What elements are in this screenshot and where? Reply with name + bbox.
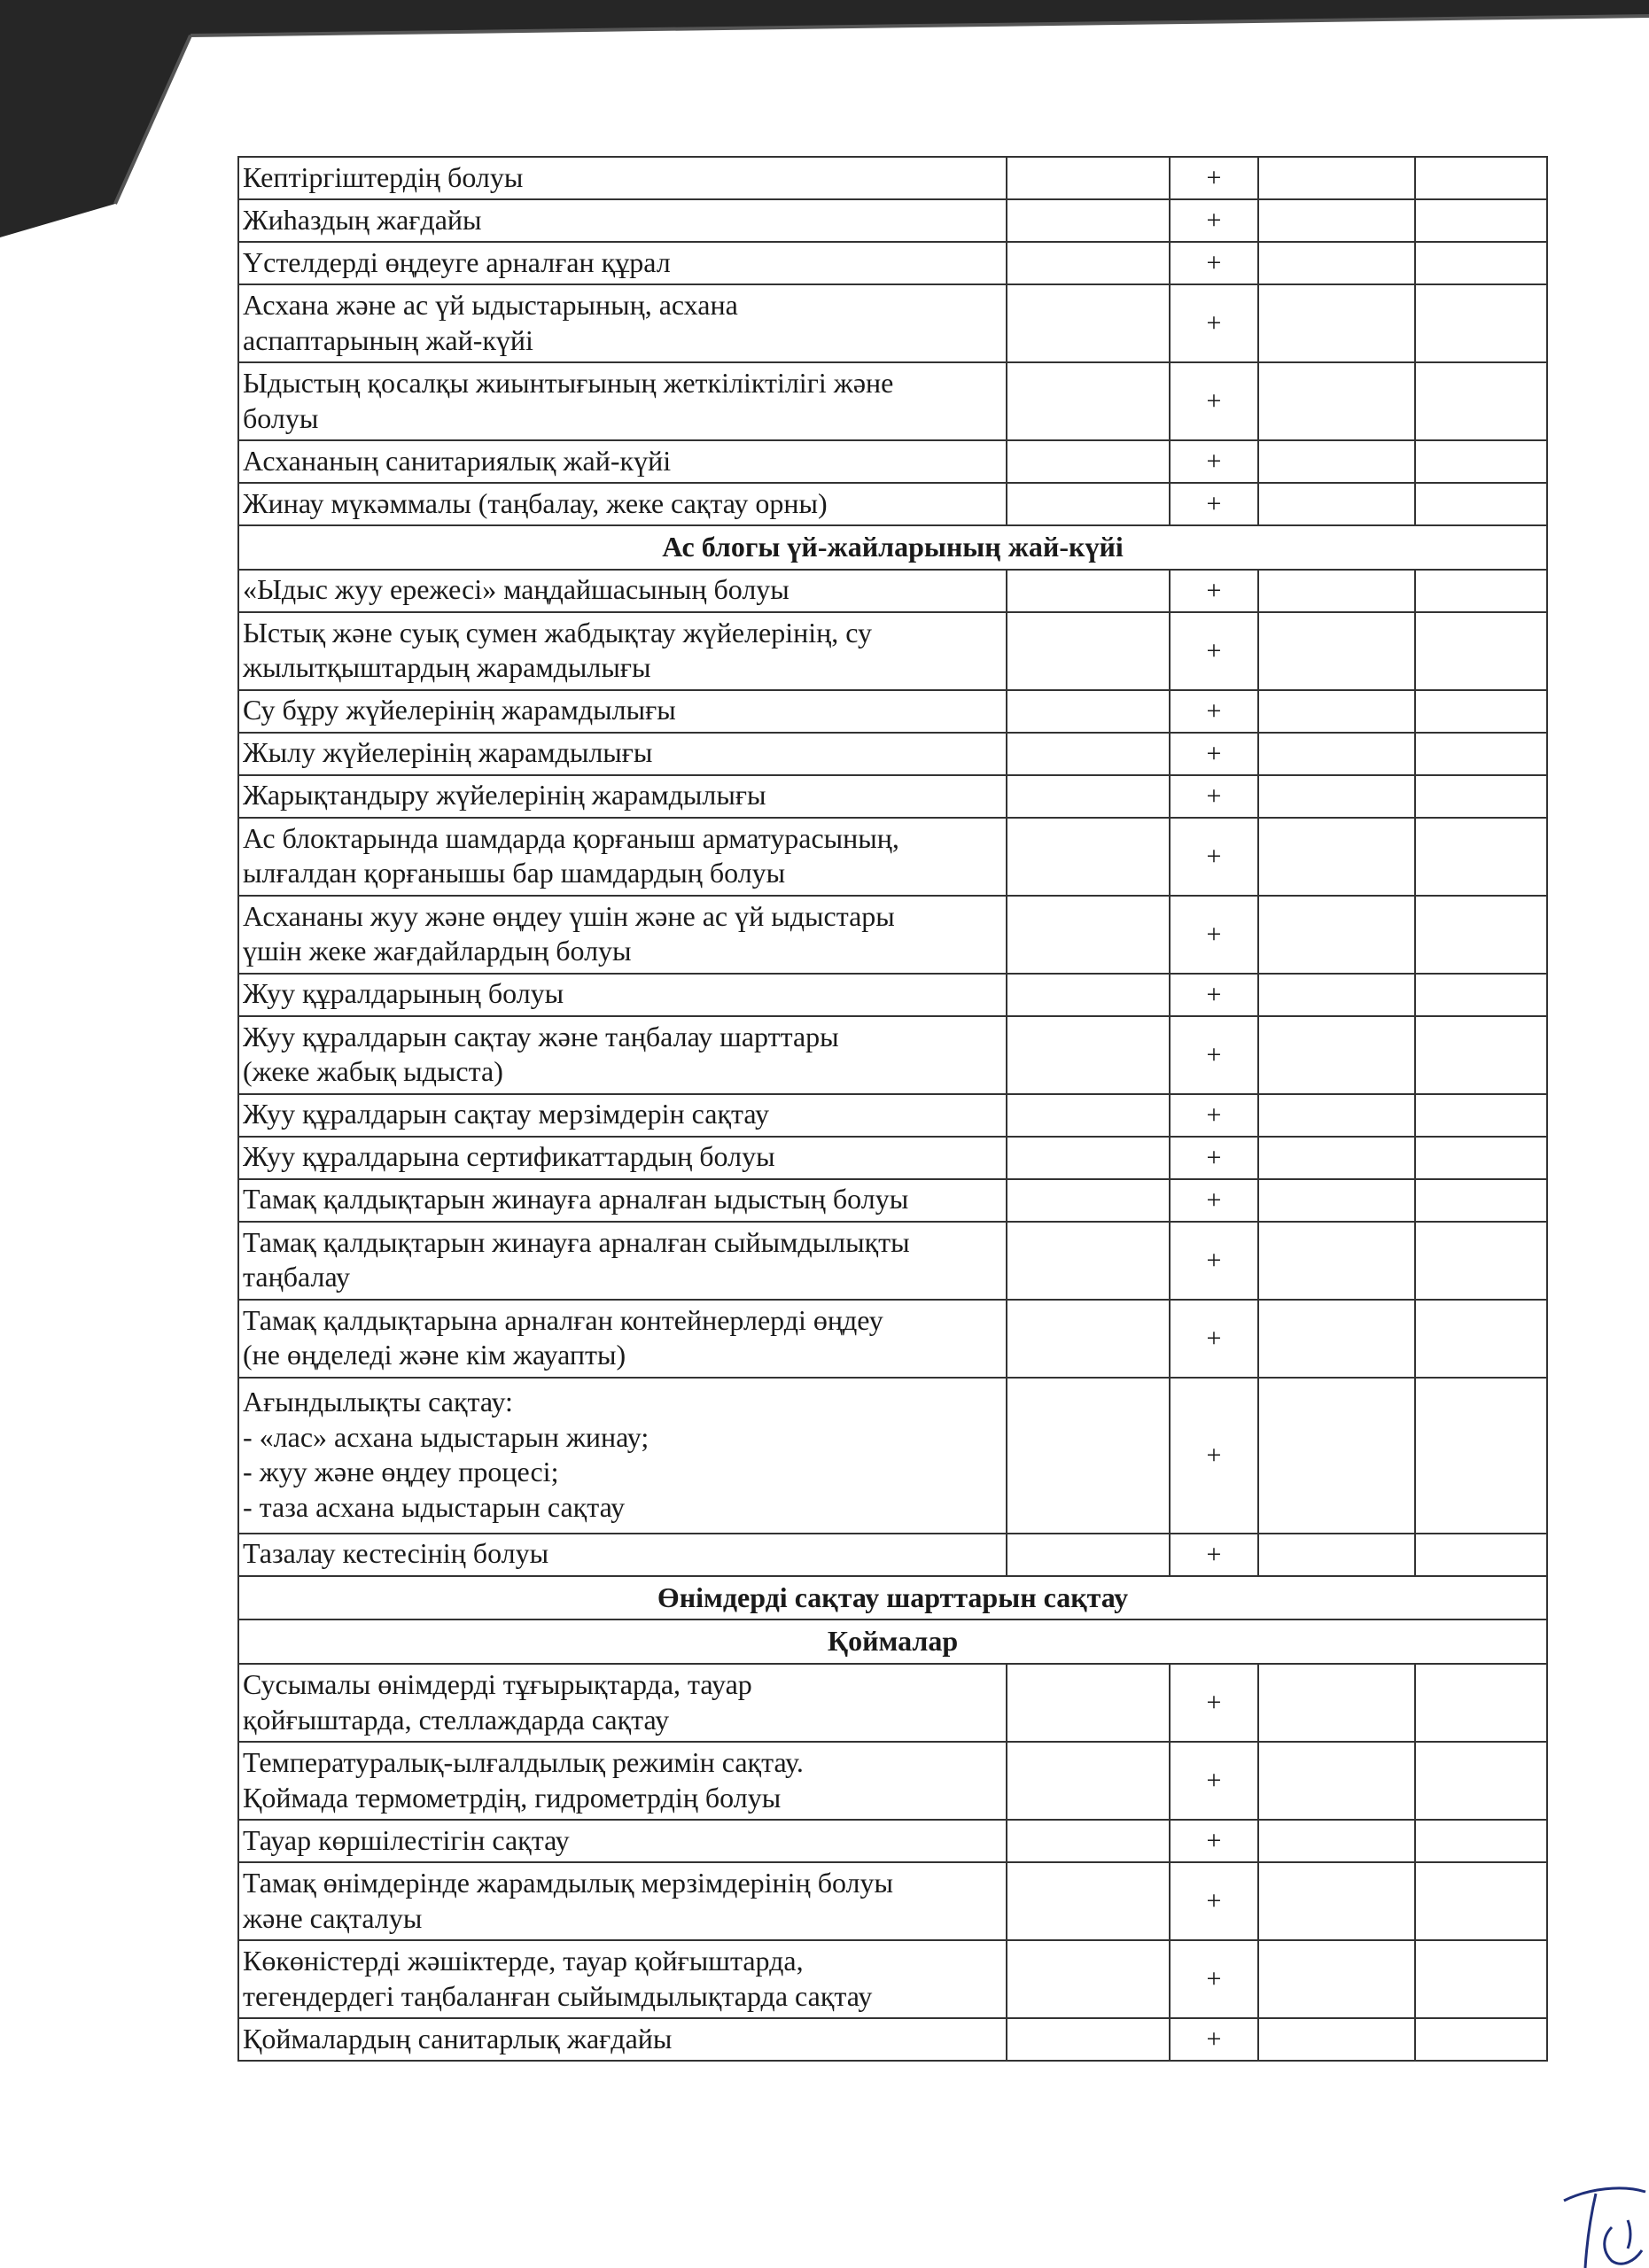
criterion-cell: Асхананы жуу және өңдеу үшін және ас үй ыдыстары үшін жеке жағдайлардың болуы (238, 896, 1007, 974)
checkmark-cell: + (1170, 775, 1258, 818)
criterion-cell: Көкөністерді жәшіктерде, тауар қойғыштарда, тегендердегі таңбаланған сыйымдылықтарда сақтау (238, 1940, 1007, 2018)
empty-cell (1258, 242, 1415, 284)
section-header-row (238, 525, 1547, 570)
checkmark-cell: + (1170, 1094, 1258, 1137)
checklist-row (238, 1820, 1547, 1862)
empty-cell (1415, 1016, 1547, 1094)
checkmark-cell: + (1170, 896, 1258, 974)
empty-cell (1415, 1378, 1547, 1534)
empty-cell (1007, 157, 1170, 199)
criterion-cell: Жуу құралдарына сертификаттардың болуы (238, 1137, 1007, 1179)
criterion-cell: Су бұру жүйелерінің жарамдылығы (238, 690, 1007, 733)
empty-cell (1007, 570, 1170, 612)
empty-cell (1415, 1862, 1547, 1940)
empty-cell (1258, 690, 1415, 733)
empty-cell (1258, 1862, 1415, 1940)
checklist-row (238, 612, 1547, 690)
empty-cell (1258, 1222, 1415, 1300)
empty-cell (1258, 199, 1415, 242)
empty-cell (1415, 896, 1547, 974)
checklist-row (238, 1137, 1547, 1179)
empty-cell (1258, 1094, 1415, 1137)
criterion-cell: Жуу құралдарын сақтау мерзімдерін сақтау (238, 1094, 1007, 1137)
empty-cell (1007, 1016, 1170, 1094)
empty-cell (1258, 1820, 1415, 1862)
empty-cell (1415, 242, 1547, 284)
criterion-cell: Сусымалы өнімдерді тұғырықтарда, тауар қойғыштарда, стеллаждарда сақтау (238, 1664, 1007, 1742)
empty-cell (1415, 483, 1547, 525)
checkmark-cell: + (1170, 1862, 1258, 1940)
empty-cell (1415, 362, 1547, 440)
checklist-row (238, 1016, 1547, 1094)
checklist-row (238, 157, 1547, 199)
section-title: Ас блогы үй-жайларының жай-күйі (238, 525, 1547, 570)
criterion-cell: Ыдыстың қосалқы жиынтығының жеткіліктілігі және болуы (238, 362, 1007, 440)
checkmark-cell: + (1170, 1820, 1258, 1862)
empty-cell (1258, 775, 1415, 818)
section-title: Өнімдерді сақтау шарттарын сақтау (238, 1576, 1547, 1620)
checkmark-cell: + (1170, 284, 1258, 362)
empty-cell (1415, 1742, 1547, 1820)
empty-cell (1415, 1940, 1547, 2018)
empty-cell (1415, 2018, 1547, 2061)
empty-cell (1258, 896, 1415, 974)
empty-cell (1007, 733, 1170, 775)
checkmark-cell: + (1170, 1222, 1258, 1300)
checkmark-cell: + (1170, 1016, 1258, 1094)
empty-cell (1007, 1300, 1170, 1378)
empty-cell (1415, 612, 1547, 690)
criterion-cell: Тауар көршілестігін сақтау (238, 1820, 1007, 1862)
empty-cell (1258, 284, 1415, 362)
checklist-row (238, 1222, 1547, 1300)
checklist-row (238, 1179, 1547, 1222)
checkmark-cell: + (1170, 570, 1258, 612)
empty-cell (1007, 974, 1170, 1016)
checklist-row (238, 1940, 1547, 2018)
checklist-row (238, 1742, 1547, 1820)
checkmark-cell: + (1170, 690, 1258, 733)
empty-cell (1007, 612, 1170, 690)
checkmark-cell: + (1170, 1378, 1258, 1534)
empty-cell (1258, 1378, 1415, 1534)
empty-cell (1415, 690, 1547, 733)
empty-cell (1007, 690, 1170, 733)
criterion-cell: Үстелдерді өңдеуге арналған құрал (238, 242, 1007, 284)
criterion-cell: Тамақ қалдықтарын жинауға арналған ыдыстың болуы (238, 1179, 1007, 1222)
checklist-row (238, 440, 1547, 483)
checkmark-cell: + (1170, 1300, 1258, 1378)
empty-cell (1415, 570, 1547, 612)
empty-cell (1007, 284, 1170, 362)
checklist-row (238, 1300, 1547, 1378)
criterion-cell: Тамақ қалдықтарын жинауға арналған сыйымдылықты таңбалау (238, 1222, 1007, 1300)
checkmark-cell: + (1170, 440, 1258, 483)
checkmark-cell: + (1170, 1179, 1258, 1222)
empty-cell (1415, 440, 1547, 483)
checklist-row (238, 199, 1547, 242)
empty-cell (1258, 733, 1415, 775)
criterion-cell: Асхананың санитариялық жай-күйі (238, 440, 1007, 483)
criterion-cell: Қоймалардың санитарлық жағдайы (238, 2018, 1007, 2061)
empty-cell (1007, 1664, 1170, 1742)
criterion-cell: Жылу жүйелерінің жарамдылығы (238, 733, 1007, 775)
empty-cell (1007, 1222, 1170, 1300)
checklist-row (238, 896, 1547, 974)
checkmark-cell: + (1170, 1742, 1258, 1820)
empty-cell (1007, 1940, 1170, 2018)
empty-cell (1415, 284, 1547, 362)
empty-cell (1415, 199, 1547, 242)
criterion-cell: Жуу құралдарының болуы (238, 974, 1007, 1016)
criterion-cell: Тамақ өнімдерінде жарамдылық мерзімдерінің болуы және сақталуы (238, 1862, 1007, 1940)
checkmark-cell: + (1170, 974, 1258, 1016)
empty-cell (1007, 1094, 1170, 1137)
empty-cell (1258, 157, 1415, 199)
empty-cell (1007, 242, 1170, 284)
criterion-cell: Тамақ қалдықтарына арналған контейнерлерді өңдеу (не өңделеді және кім жауапты) (238, 1300, 1007, 1378)
criterion-cell: Ағындылықты сақтау: - «лас» асхана ыдыстарын жинау; - жуу және өңдеу процесі; - таза асхана ыдыстарын сақтау (238, 1378, 1007, 1534)
checklist-row (238, 2018, 1547, 2061)
criterion-cell: Жинау мүкәммалы (таңбалау, жеке сақтау орны) (238, 483, 1007, 525)
empty-cell (1415, 1300, 1547, 1378)
checklist-row (238, 1378, 1547, 1534)
empty-cell (1007, 775, 1170, 818)
inspection-checklist-table (237, 156, 1548, 2062)
checkmark-cell: + (1170, 1534, 1258, 1576)
criterion-cell: Ыстық және суық сумен жабдықтау жүйелерінің, су жылытқыштардың жарамдылығы (238, 612, 1007, 690)
empty-cell (1007, 896, 1170, 974)
criterion-cell: Кептіргіштердің болуы (238, 157, 1007, 199)
checkmark-cell: + (1170, 483, 1258, 525)
empty-cell (1258, 612, 1415, 690)
checkmark-cell: + (1170, 242, 1258, 284)
empty-cell (1415, 1094, 1547, 1137)
checklist-row (238, 1664, 1547, 1742)
empty-cell (1415, 1179, 1547, 1222)
empty-cell (1007, 2018, 1170, 2061)
empty-cell (1258, 1534, 1415, 1576)
checkmark-cell: + (1170, 362, 1258, 440)
empty-cell (1258, 440, 1415, 483)
empty-cell (1007, 483, 1170, 525)
checklist-row (238, 1534, 1547, 1576)
empty-cell (1258, 2018, 1415, 2061)
section-header-row (238, 1576, 1547, 1620)
checkmark-cell: + (1170, 818, 1258, 896)
checkmark-cell: + (1170, 612, 1258, 690)
checklist-row (238, 483, 1547, 525)
empty-cell (1258, 362, 1415, 440)
empty-cell (1415, 733, 1547, 775)
checkmark-cell: + (1170, 733, 1258, 775)
empty-cell (1415, 974, 1547, 1016)
empty-cell (1007, 199, 1170, 242)
empty-cell (1007, 440, 1170, 483)
criterion-cell: «Ыдыс жуу ережесі» маңдайшасының болуы (238, 570, 1007, 612)
checkmark-cell: + (1170, 1940, 1258, 2018)
empty-cell (1258, 1300, 1415, 1378)
checkmark-cell: + (1170, 2018, 1258, 2061)
checklist-body (238, 157, 1547, 2061)
empty-cell (1007, 1137, 1170, 1179)
empty-cell (1258, 974, 1415, 1016)
checklist-row (238, 362, 1547, 440)
empty-cell (1258, 483, 1415, 525)
checklist-row (238, 974, 1547, 1016)
criterion-cell: Жарықтандыру жүйелерінің жарамдылығы (238, 775, 1007, 818)
empty-cell (1007, 1820, 1170, 1862)
empty-cell (1415, 1137, 1547, 1179)
criterion-cell: Температуралық-ылғалдылық режимін сақтау. Қоймада термометрдің, гидрометрдің болуы (238, 1742, 1007, 1820)
checklist-row (238, 775, 1547, 818)
empty-cell (1415, 775, 1547, 818)
empty-cell (1007, 1534, 1170, 1576)
empty-cell (1258, 818, 1415, 896)
checklist-row (238, 690, 1547, 733)
section-header-row (238, 1619, 1547, 1664)
checklist-row (238, 733, 1547, 775)
empty-cell (1415, 1222, 1547, 1300)
checkmark-cell: + (1170, 1137, 1258, 1179)
criterion-cell: Ас блоктарында шамдарда қорғаныш арматурасының, ылғалдан қорғанышы бар шамдардың болуы (238, 818, 1007, 896)
empty-cell (1415, 1820, 1547, 1862)
empty-cell (1258, 1664, 1415, 1742)
checklist-row (238, 242, 1547, 284)
empty-cell (1258, 1016, 1415, 1094)
checklist-row (238, 1094, 1547, 1137)
handwritten-signature (1546, 2169, 1649, 2268)
empty-cell (1415, 1664, 1547, 1742)
empty-cell (1007, 362, 1170, 440)
checkmark-cell: + (1170, 199, 1258, 242)
checkmark-cell: + (1170, 157, 1258, 199)
criterion-cell: Асхана және ас үй ыдыстарының, асхана аспаптарының жай-күйі (238, 284, 1007, 362)
empty-cell (1007, 1862, 1170, 1940)
checkmark-cell: + (1170, 1664, 1258, 1742)
empty-cell (1415, 157, 1547, 199)
empty-cell (1007, 1378, 1170, 1534)
criterion-cell: Жиһаздың жағдайы (238, 199, 1007, 242)
checklist-row (238, 284, 1547, 362)
empty-cell (1258, 1742, 1415, 1820)
empty-cell (1258, 1940, 1415, 2018)
empty-cell (1258, 1179, 1415, 1222)
criterion-cell: Тазалау кестесінің болуы (238, 1534, 1007, 1576)
empty-cell (1258, 570, 1415, 612)
empty-cell (1007, 1742, 1170, 1820)
section-title: Қоймалар (238, 1619, 1547, 1664)
empty-cell (1007, 1179, 1170, 1222)
empty-cell (1007, 818, 1170, 896)
empty-cell (1415, 1534, 1547, 1576)
criterion-cell: Жуу құралдарын сақтау және таңбалау шарттары (жеке жабық ыдыста) (238, 1016, 1007, 1094)
empty-cell (1258, 1137, 1415, 1179)
checklist-row (238, 818, 1547, 896)
checklist-row (238, 1862, 1547, 1940)
empty-cell (1415, 818, 1547, 896)
checklist-row (238, 570, 1547, 612)
